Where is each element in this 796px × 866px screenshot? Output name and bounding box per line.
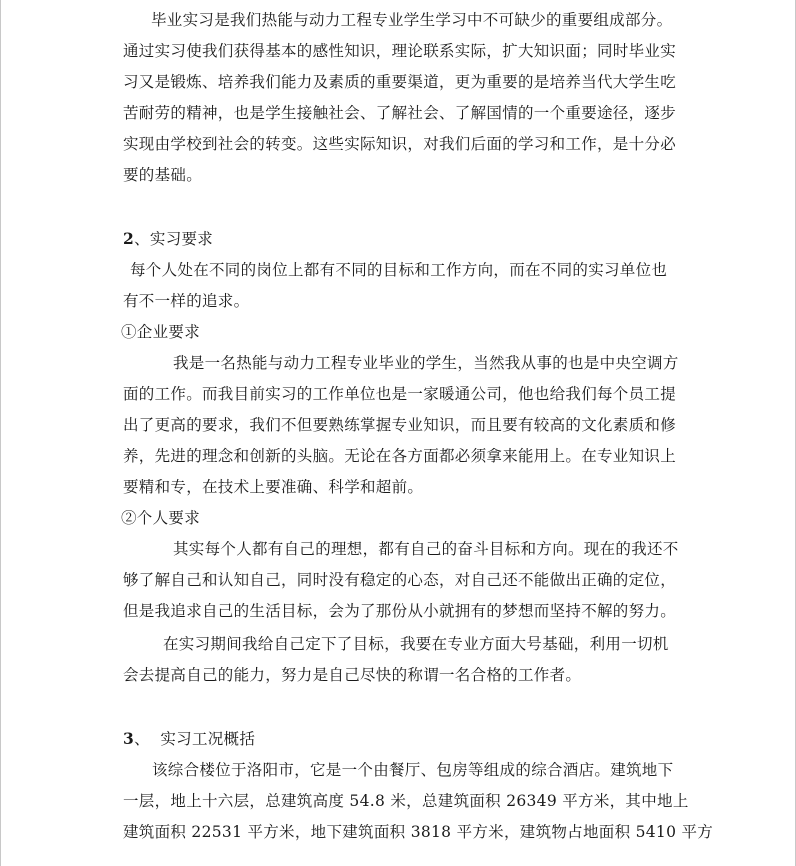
- section-number: 3: [123, 729, 135, 748]
- paragraph-line: 要精和专，在技术上要准确、科学和超前。: [123, 478, 424, 496]
- paragraph-line: 实现由学校到社会的转变。这些实际知识，对我们后面的学习和工作，是十分必: [123, 135, 677, 153]
- paragraph-line: 每个人处在不同的岗位上都有不同的目标和工作方向，而在不同的实习单位也: [130, 261, 668, 279]
- paragraph-line: 有不一样的追求。: [123, 292, 250, 310]
- paragraph-line: 养，先进的理念和创新的头脑。无论在各方面都必须拿来能用上。在专业知识上: [123, 447, 677, 465]
- section-heading: [123, 229, 213, 249]
- subsection-heading: ①企业要求: [121, 323, 201, 341]
- paragraph-line: 出了更高的要求，我们不但要熟练掌握专业知识，而且要有较高的文化素质和修: [123, 416, 677, 434]
- paragraph-line: 我是一名热能与动力工程专业毕业的学生，当然我从事的也是中央空调方: [173, 354, 679, 372]
- section-number: 2: [123, 229, 135, 248]
- paragraph-line: 通过实习使我们获得基本的感性知识，理论联系实际，扩大知识面；同时毕业实: [123, 42, 677, 60]
- paragraph-line: 会去提高自己的能力，努力是自己尽快的称谓一名合格的工作者。: [123, 666, 582, 684]
- paragraph-line: 苦耐劳的精神，也是学生接触社会、了解社会、了解国情的一个重要途径，逐步: [123, 104, 677, 122]
- paragraph-line: 但是我追求自己的生活目标，会为了那份从小就拥有的梦想而坚持不解的努力。: [123, 602, 677, 620]
- paragraph-line: 建筑面积 22531 平方米，地下建筑面积 3818 平方米，建筑物占地面积 5410 平方: [123, 823, 714, 841]
- paragraph-line: 习又是锻炼、培养我们能力及素质的重要渠道，更为重要的是培养当代大学生吃: [123, 73, 677, 91]
- paragraph-line: 其实每个人都有自己的理想，都有自己的奋斗目标和方向。现在的我还不: [173, 540, 679, 558]
- paragraph-line: 该综合楼位于洛阳市，它是一个由餐厅、包房等组成的综合酒店。建筑地下: [152, 761, 674, 779]
- subsection-heading: ②个人要求: [121, 509, 201, 527]
- section-heading: [123, 729, 255, 749]
- paragraph-line: 一层，地上十六层，总建筑高度 54.8 米，总建筑面积 26349 平方米，其中地上: [123, 792, 689, 810]
- section-title: 、 实习工况概括: [134, 730, 256, 748]
- paragraph-line: 面的工作。而我目前实习的工作单位也是一家暖通公司，他也给我们每个员工提: [123, 385, 677, 403]
- paragraph-line: 要的基础。: [123, 166, 203, 184]
- section-title: 、实习要求: [134, 230, 214, 248]
- paragraph-line: 在实习期间我给自己定下了目标，我要在专业方面大号基础，利用一切机: [163, 635, 669, 653]
- paragraph-line: 够了解自己和认知自己，同时没有稳定的心态，对自己还不能做出正确的定位，: [123, 571, 677, 589]
- paragraph-line: 毕业实习是我们热能与动力工程专业学生学习中不可缺少的重要组成部分。: [151, 11, 673, 29]
